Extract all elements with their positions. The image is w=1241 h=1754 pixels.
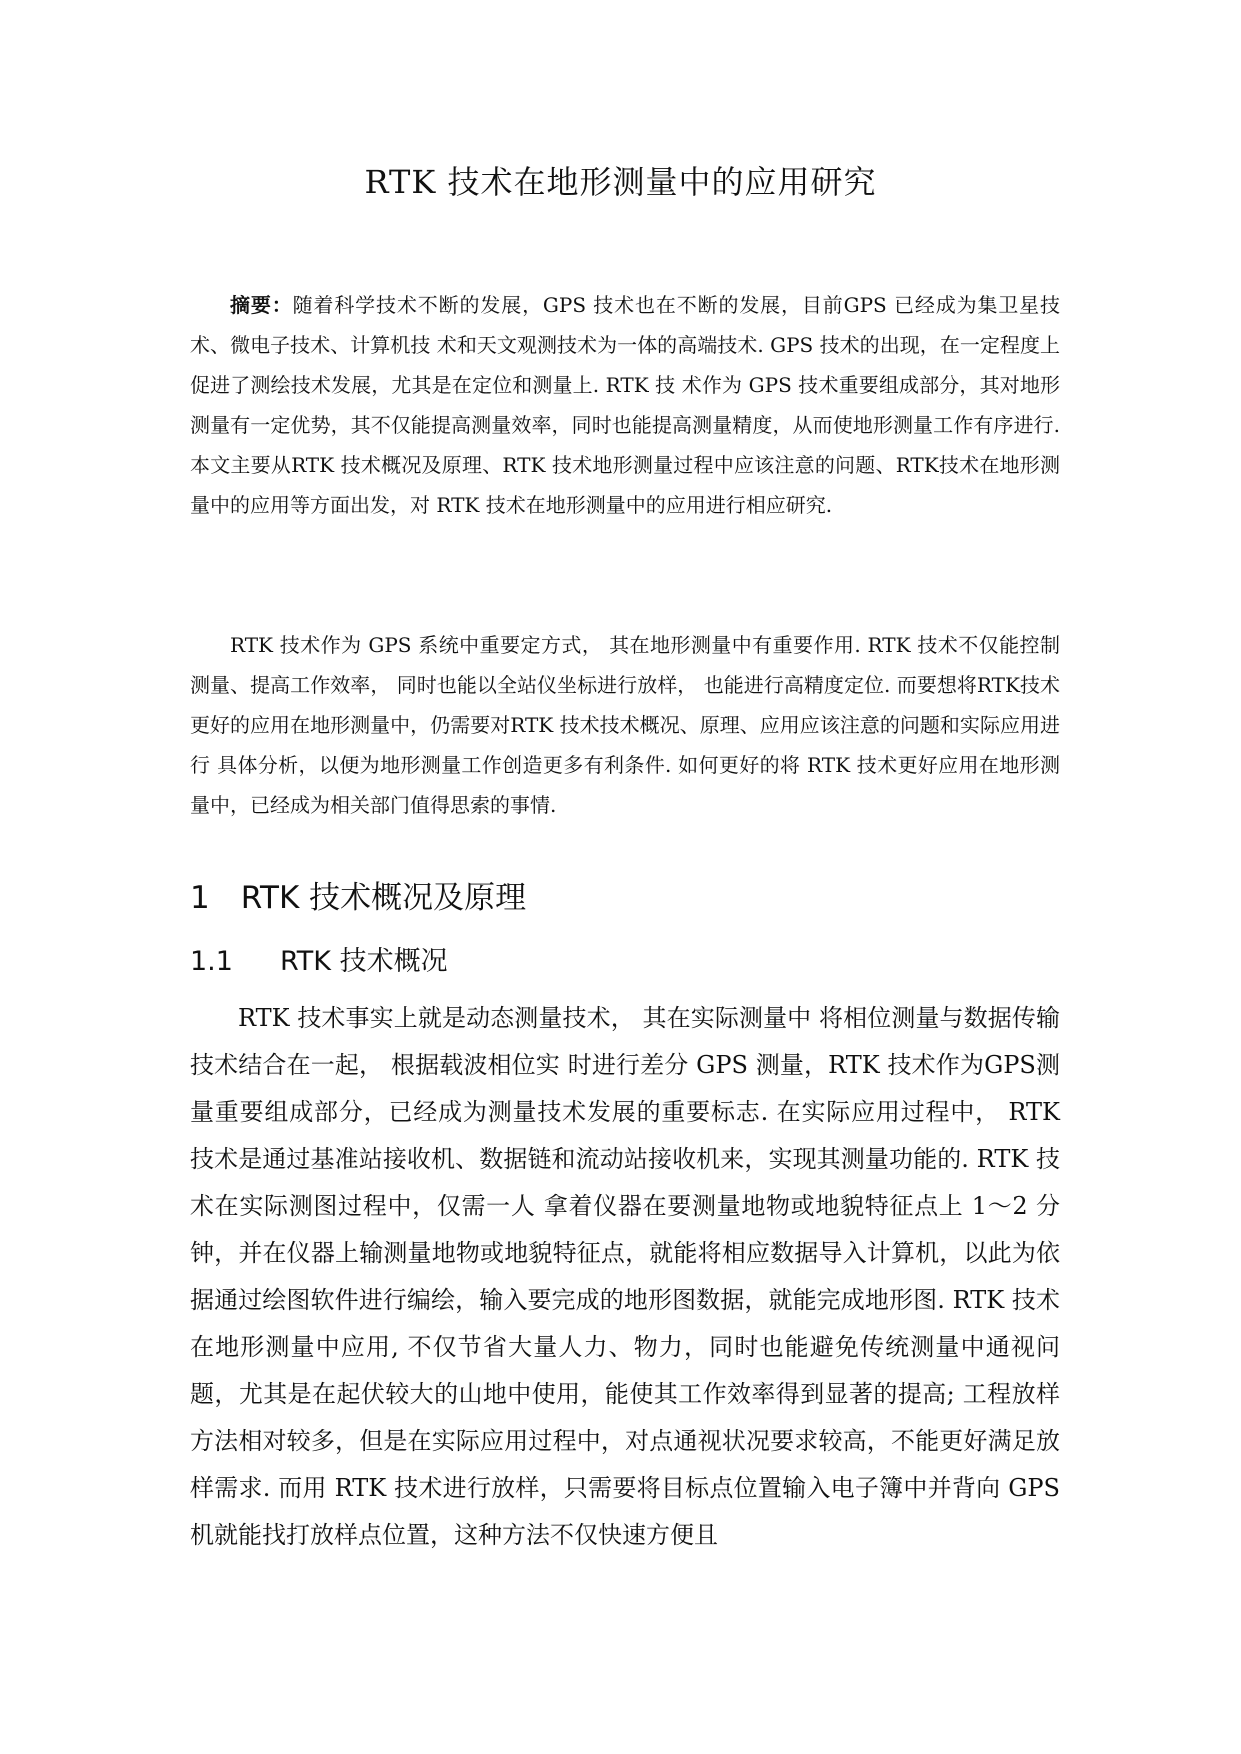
subsection-number: 1.1 (190, 946, 233, 977)
abstract-paragraph (190, 285, 1060, 525)
intro-paragraph: RTK 技术作为 GPS 系统中重要定方式， 其在地形测量中有重要作用. RTK 技术不仅能控制测量、提高工作效率， 同时也能以全站仪坐标进行放样， 也能进行高精度定位. 而要想将RTK技术更好的应用在地形测量中，仍需要对RTK 技术技术概况、原理、应用应该注意的问题和实际应用进行 具体分析，以便为地形测量工作创造更多有利条件. 如何更好的将 RTK 技术更好应用在地形测量中，已经成为相关部门值得思索的事情. (190, 633, 1060, 817)
abstract-section (190, 285, 1060, 525)
document-title: RTK 技术在地形测量中的应用研究 (364, 163, 877, 201)
intro-section (190, 625, 1060, 825)
abstract-label: 摘要： (230, 293, 293, 317)
subsection-title: RTK 技术概况 (280, 946, 448, 977)
subsection-body (190, 995, 1060, 1559)
subsection-heading-1-1 (190, 940, 448, 984)
section-heading-1: 1 RTK 技术概况及原理 (190, 880, 527, 916)
body-paragraph: RTK 技术事实上就是动态测量技术， 其在实际测量中 将相位测量与数据传输技术结合在一起， 根据载波相位实 时进行差分 GPS 测量，RTK 技术作为GPS测量重要组成部分，已经成为测量技术发展的重要标志. 在实际应用过程中， RTK 技术是通过基准站接收机、数据链和流动站接收机来，实现其测量功能的. RTK 技术在实际测图过程中，仅需一人 拿着仪器在要测量地物或地貌特征点上 1～2 分钟，并在仪器上输测量地物或地貌特征点，就能将相应数据导入计算机，以此为依据通过绘图软件进行编绘，输入要完成的地形图数据，就能完成地形图. RTK 技术在地形测量中应用, 不仅节省大量人力、物力，同时也能避免传统测量中通视问题，尤其是在起伏较大的山地中使用，能使其工作效率得到显著的提高; 工程放样方法相对较多，但是在实际应用过程中，对点通视状况要求较高，不能更好满足放样需求. 而用 RTK 技术进行放样，只需要将目标点位置输入电子簿中并背向 GPS 机就能找打放样点位置，这种方法不仅快速方便且 (190, 1004, 1060, 1549)
abstract-text: 随着科学技术不断的发展，GPS 技术也在不断的发展，目前GPS 已经成为集卫星技术、微电子技术、计算机技 术和天文观测技术为一体的高端技术. GPS 技术的出现，在一定程度上促进了测绘技术发展，尤其是在定位和测量上. RTK 技 术作为 GPS 技术重要组成部分，其对地形测量有一定优势，其不仅能提高测量效率，同时也能提高测量精度，从而使地形测量工作有序进行. 本文主要从RTK 技术概况及原理、RTK 技术地形测量过程中应该注意的问题、RTK技术在地形测量中的应用等方面出发，对 RTK 技术在地形测量中的应用进行相应研究. (190, 293, 1061, 517)
